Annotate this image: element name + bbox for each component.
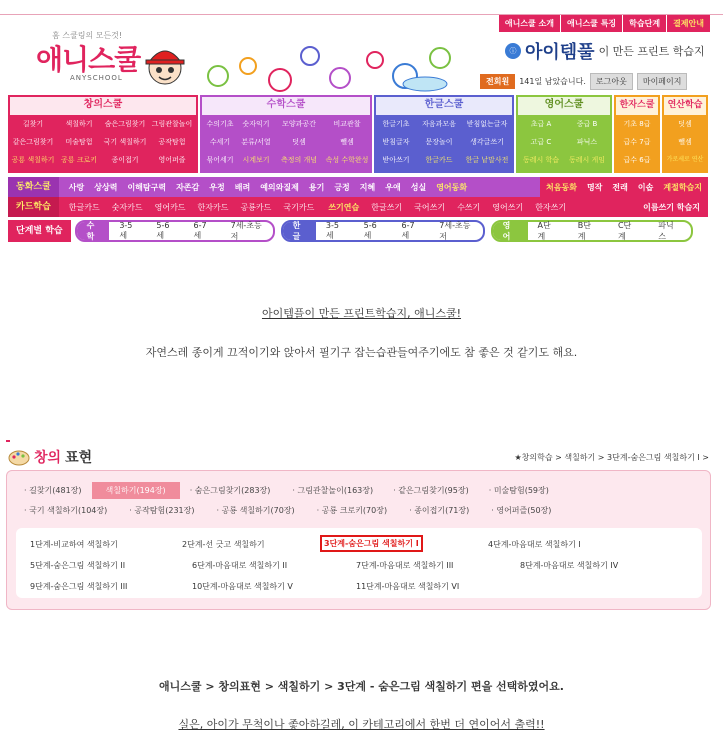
level-item[interactable]: B단계 <box>577 221 591 241</box>
story-extras <box>540 177 708 197</box>
menu-item[interactable]: 초급 A <box>530 120 552 128</box>
menu-item[interactable]: 급수 6급 <box>623 156 651 164</box>
group-hanja-title[interactable]: 한자스쿨 <box>616 97 658 115</box>
menu-item[interactable]: 생각글쓰기 <box>470 138 504 146</box>
footer-note: 실은, 아이가 무척이나 좋아하길레, 이 카테고리에서 한번 더 연이어서 출력!! <box>178 718 545 731</box>
group-creative-title[interactable]: 창의스쿨 <box>10 97 196 115</box>
subcategory-item[interactable]: 2단계-선 긋고 색칠하기 <box>182 540 265 549</box>
story-item[interactable]: 우정 <box>209 182 225 192</box>
group-calc-title[interactable]: 연산학습 <box>664 97 706 115</box>
story-item[interactable]: 성실 <box>410 182 427 192</box>
top-nav-about[interactable]: 애니스쿨 소개 <box>499 15 561 32</box>
story-item[interactable]: 자존감 <box>176 182 200 192</box>
category-row-1 <box>24 482 704 499</box>
category-item[interactable]: · 그림관찰놀이(163장) <box>292 486 374 495</box>
category-item-label: 국기 색칠하기(104장) <box>29 506 108 515</box>
writing-item[interactable]: 한글쓰기 <box>371 202 403 212</box>
level-item[interactable]: A단계 <box>537 221 551 241</box>
subcategory-item[interactable]: 9단계-숨은그림 색칠하기 III <box>30 582 128 591</box>
menu-item[interactable]: 급수 7급 <box>623 138 651 146</box>
subcategory-item[interactable]: 10단계-마음대로 색칠하기 V <box>192 582 293 591</box>
menu-item[interactable]: 덧셈 <box>292 138 306 146</box>
category-item[interactable]: · 공룡 크로키(70장) <box>316 506 388 515</box>
card-item[interactable]: 숫자카드 <box>111 202 143 212</box>
section-title-rest: 표현 <box>65 450 93 466</box>
menu-item[interactable]: 기초 8급 <box>623 120 651 128</box>
menu-item[interactable]: 종이접기 <box>111 156 139 164</box>
group-math-title[interactable]: 수학스쿨 <box>202 97 370 115</box>
category-item-label: 공룡 색칠하기(70장) <box>221 506 295 515</box>
menu-item[interactable]: 뺄셈 <box>340 138 354 146</box>
logout-button[interactable]: 로그아웃 <box>590 73 633 90</box>
menu-item[interactable]: 묶어세기 <box>206 156 234 164</box>
level-item[interactable]: 7세-초등저 <box>230 221 262 241</box>
mypage-button[interactable]: 마이페이지 <box>637 73 688 90</box>
season-worksheet[interactable]: 계절학습지 <box>663 182 702 192</box>
category-item-label: 같은그림찾기(95장) <box>398 486 469 495</box>
menu-item[interactable]: 받침없는글자 <box>466 120 508 128</box>
intro-text: 자연스레 종이게 끄적이기와 앉아서 필기구 잡는습관들여주기에도 참 좋은 것 같기도 해요. <box>145 346 578 359</box>
description-text: 애니스쿨 > 창의표현 > 색칠하기 > 3단계 - 숨은그림 색칠하기 편을 선택하였어요. <box>159 680 564 693</box>
level-row <box>8 219 708 243</box>
level-item[interactable]: 3-5세 <box>325 221 339 240</box>
category-item-label: 종이접기(71장) <box>414 506 470 515</box>
menu-item[interactable]: 받침글자 <box>382 138 410 146</box>
category-item[interactable]: · 길찾기(481장) <box>24 486 82 495</box>
menu-item[interactable]: 측정의 개념 <box>280 156 318 164</box>
menu-item[interactable]: 동레시 학습 <box>522 156 560 164</box>
category-item[interactable]: · 영어퍼즐(50장) <box>491 506 552 515</box>
category-item[interactable]: · 종이접기(71장) <box>409 506 470 515</box>
menu-item[interactable]: 속성 수학완성 <box>325 156 369 164</box>
menu-item[interactable]: 비교관찰 <box>333 120 361 128</box>
member-badge: 전회원 <box>480 74 515 89</box>
menu-item[interactable]: 같은그림찾기 <box>12 138 54 146</box>
category-item-label: 길찾기(481장) <box>29 486 82 495</box>
category-item-label: 공작탐험(231장) <box>134 506 195 515</box>
subcategory-item[interactable]: 4단계-마음대로 색칠하기 I <box>488 540 581 549</box>
level-item[interactable]: 5-6세 <box>156 221 170 240</box>
card-item[interactable]: 영어카드 <box>154 202 186 212</box>
subcategory-item[interactable]: 1단계-비교하여 색칠하기 <box>30 540 118 549</box>
brand-badge-icon: ⓘ <box>505 43 521 59</box>
intro-link[interactable]: 아이템플이 만든 프린트학습지, 애니스쿨! <box>261 307 462 320</box>
subcategory-item[interactable]: 11단계-마음대로 색칠하기 VI <box>356 582 460 591</box>
aesop[interactable]: 이솝 <box>637 182 654 192</box>
card-item[interactable]: 한글카드 <box>68 202 100 212</box>
top-nav-levels[interactable]: 학습단계 <box>623 15 667 32</box>
menu-item[interactable]: 모양과공간 <box>282 120 316 128</box>
menu-item[interactable]: 중급 B <box>576 120 598 128</box>
math-levels-label: 수학 <box>77 222 110 240</box>
category-item[interactable]: · 국기 색칠하기(104장) <box>24 506 108 515</box>
math-levels <box>75 220 275 242</box>
subcategory-item[interactable]: 6단계-마음대로 색칠하기 II <box>192 561 288 570</box>
card-row <box>8 197 708 217</box>
category-item-selected[interactable]: 색칠하기(194장) <box>92 482 180 499</box>
subcategory-item-selected[interactable]: 3단계-숨은그림 색칠하기 I <box>320 535 423 552</box>
menu-item[interactable]: 받아쓰기 <box>382 156 410 164</box>
top-nav-payment[interactable]: 결제안내 <box>667 15 711 32</box>
category-item-label: 그림관찰놀이(163장) <box>297 486 374 495</box>
menu-item[interactable]: 미술탐험 <box>65 138 93 146</box>
writing-item[interactable]: 수쓰기 <box>457 202 481 212</box>
writing-item[interactable]: 국어쓰기 <box>414 202 446 212</box>
category-item[interactable]: · 공룡 색칠하기(70장) <box>216 506 295 515</box>
category-row-2 <box>24 505 704 516</box>
menu-item[interactable]: 자음과모음 <box>422 120 456 128</box>
english-levels-label: 영어 <box>493 222 528 240</box>
menu-item[interactable]: 시계보기 <box>242 156 270 164</box>
level-item[interactable]: 7세-초등저 <box>439 221 471 241</box>
folk-tale[interactable]: 전래 <box>612 182 628 192</box>
menu-item[interactable]: 동레시 게임 <box>568 156 606 164</box>
section-marker <box>6 440 10 442</box>
card-label[interactable]: 카드학습 <box>8 197 59 217</box>
level-item[interactable]: 6-7세 <box>193 221 207 240</box>
story-item[interactable]: 예의와질제 <box>260 182 299 192</box>
group-english-title[interactable]: 영어스쿨 <box>518 97 610 115</box>
menu-item[interactable]: 수세기 <box>209 138 231 146</box>
story-items <box>59 182 467 193</box>
level-item[interactable]: 5-6세 <box>363 221 377 240</box>
card-item[interactable]: 국기카드 <box>283 202 315 212</box>
story-item[interactable]: 용기 <box>308 182 325 192</box>
story-item[interactable]: 긍정 <box>334 182 350 192</box>
writing-items <box>359 202 566 213</box>
level-item[interactable]: 3-5세 <box>119 221 133 240</box>
category-item-label: 영어퍼즐(50장) <box>496 506 552 515</box>
brand-header <box>505 38 705 64</box>
writing-item[interactable]: 한자쓰기 <box>535 202 567 212</box>
menu-item[interactable]: 문장놀이 <box>425 138 453 146</box>
category-item[interactable]: · 숨은그림찾기(283장) <box>189 486 271 495</box>
section-title-pink: 창의 <box>34 450 62 466</box>
level-label: 단계별 학습 <box>8 220 71 242</box>
masterpiece[interactable]: 명작 <box>586 182 603 192</box>
card-items <box>59 202 315 213</box>
category-item-label: 미술탐험(59장) <box>493 486 549 495</box>
story-item[interactable]: 지혜 <box>359 182 376 192</box>
story-item[interactable]: 배려 <box>234 182 251 192</box>
card-item[interactable]: 한자카드 <box>197 202 229 212</box>
story-item[interactable]: 사랑 <box>68 182 85 192</box>
menu-item[interactable]: 뺄셈 <box>678 138 692 146</box>
menu-item[interactable]: 국기 색칠하기 <box>103 138 147 146</box>
story-row <box>8 177 708 197</box>
site-logo[interactable]: 애니스쿨 <box>36 43 141 76</box>
logo-subtitle: 홈 스쿨링의 모든것! <box>52 31 123 40</box>
menu-item[interactable]: 분류/서열 <box>241 138 271 146</box>
group-hangul-title[interactable]: 한글스쿨 <box>376 97 512 115</box>
menu-item[interactable]: 그림관찰놀이 <box>151 120 193 128</box>
category-item-label: 숨은그림찾기(283장) <box>194 486 271 495</box>
decorative-balls-icon <box>200 36 460 94</box>
top-nav <box>499 15 711 32</box>
remaining-days: 141일 남았습니다. <box>519 77 586 86</box>
menu-item[interactable]: 가로세로 연산 <box>666 156 704 163</box>
subcategory-item[interactable]: 5단계-숨은그림 색칠하기 II <box>30 561 126 570</box>
english-levels <box>491 220 693 242</box>
menu-item[interactable]: 덧셈 <box>678 120 692 128</box>
menu-item[interactable]: 공룡 색칠하기 <box>11 156 55 164</box>
logo-english: ANYSCHOOL <box>70 74 123 82</box>
card-item[interactable]: 공룡카드 <box>240 202 272 212</box>
level-item[interactable]: C단계 <box>617 221 632 241</box>
story-label[interactable]: 동화스쿨 <box>8 177 59 197</box>
mascot-icon <box>140 40 190 90</box>
menu-item[interactable]: 한글카드 <box>425 156 453 164</box>
menu-item[interactable]: 길찾기 <box>22 120 44 128</box>
menu-item[interactable]: 파닉스 <box>576 138 598 146</box>
first-story[interactable]: 처음동화 <box>546 182 577 192</box>
subcategory-item[interactable]: 7단계-마음대로 색칠하기 III <box>356 561 454 570</box>
level-item[interactable]: 6-7세 <box>401 221 415 240</box>
writing-item[interactable]: 영어쓰기 <box>492 202 524 212</box>
menu-item[interactable]: 공작탐험 <box>158 138 186 146</box>
category-item-label: 공룡 크로키(70장) <box>321 506 388 515</box>
menu-item[interactable]: 숨은그림찾기 <box>104 120 146 128</box>
story-item[interactable]: 우애 <box>385 182 401 192</box>
hangul-levels <box>281 220 485 242</box>
subcategory-item[interactable]: 8단계-마음대로 색칠하기 IV <box>520 561 619 570</box>
menu-item[interactable]: 한글 낱말사전 <box>465 156 509 164</box>
story-item[interactable]: 상상력 <box>94 182 118 192</box>
breadcrumb: ★창의학습 > 색칠하기 > 3단계-숨은그림 색칠하기 I > <box>514 453 709 462</box>
top-nav-features[interactable]: 애니스쿨 특징 <box>561 15 623 32</box>
brand-tagline: 이 만든 프린트 학습지 <box>598 45 705 58</box>
menu-item[interactable]: 색칠하기 <box>65 120 93 128</box>
writing-label[interactable]: 쓰기연습 <box>328 202 360 212</box>
category-item[interactable]: · 공작탐험(231장) <box>129 506 195 515</box>
category-item[interactable]: · 같은그림찾기(95장) <box>393 486 469 495</box>
category-item[interactable]: · 미술탐험(59장) <box>488 486 549 495</box>
story-item[interactable]: 영어동화 <box>436 182 468 192</box>
name-writing[interactable]: 이름쓰기 학습지 <box>643 202 700 212</box>
palette-icon <box>8 448 30 466</box>
brand-name[interactable]: 아이템풀 <box>525 42 595 63</box>
menu-item[interactable]: 고급 C <box>530 138 552 146</box>
section-title <box>8 447 92 467</box>
hangul-levels-label: 한글 <box>283 222 316 240</box>
menu-item[interactable]: 한글기초 <box>382 120 410 128</box>
level-item[interactable]: 파닉스 <box>658 221 674 241</box>
menu-item[interactable]: 수의기초 <box>206 120 234 128</box>
menu-item[interactable]: 영어퍼즐 <box>158 156 186 164</box>
menu-item[interactable]: 숫자익기 <box>242 120 270 128</box>
user-bar <box>480 73 687 90</box>
menu-item[interactable]: 공룡 크로키 <box>60 156 98 164</box>
story-item[interactable]: 이해탐구력 <box>127 182 167 192</box>
